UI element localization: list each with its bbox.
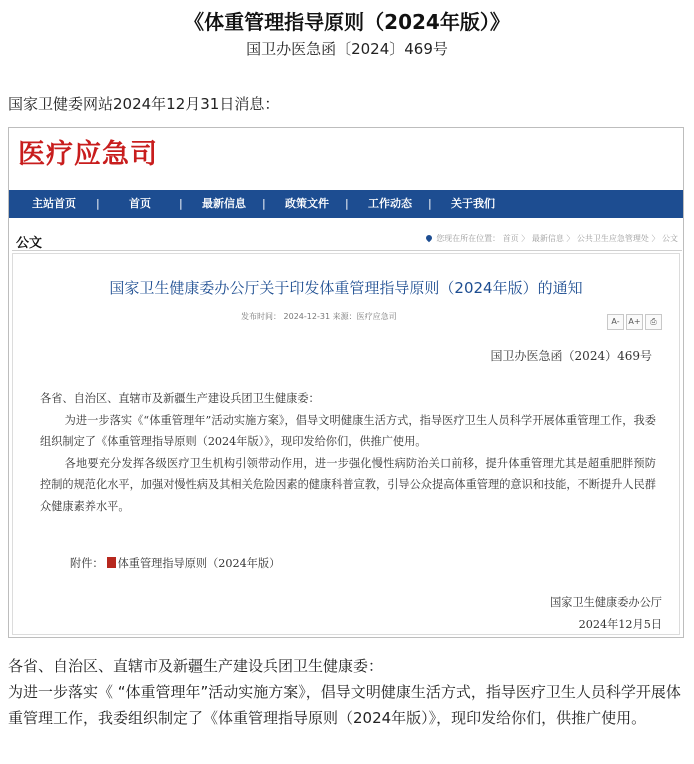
nav-item-about-us[interactable]: 关于我们 [451,197,495,210]
nav-separator: | [345,197,349,210]
publish-info: 发布时间： 2024-12-31 来源：医疗应急司 [241,312,397,321]
font-decrease-icon[interactable]: A- [607,314,624,330]
nav-item-home[interactable]: 首页 [129,197,151,210]
notice-paragraph-1: 为进一步落实《“体重管理年”活动实施方案》，倡导文明健康生活方式，指导医疗卫生人员科学开展体重管理工作，我委组织制定了《体重管理指导原则（2024年版）》，现印发给你们，供推广使用。 [40,413,656,448]
nav-separator: | [179,197,183,210]
section-header [12,228,682,251]
nav-item-work-updates[interactable]: 工作动态 [368,197,412,210]
intro-text: 国家卫健委网站2024年12月31日消息： [8,95,280,113]
notice-paragraph-2: 各地要充分发挥各级医疗卫生机构引领带动作用，进一步强化慢性病防治关口前移，提升体重管理尤其是超重肥胖预防控制的规范化水平，加强对慢性病及其相关危险因素的健康科普宣教，引导公众提高体重管理的意识和技能，不断提升人民群众健康素养水平。 [40,456,656,513]
site-logo: 医疗应急司 [18,139,158,170]
section-label: 公文 [16,236,43,251]
article-title: 《体重管理指导原则（2024年版）》 [184,10,510,34]
article-body [8,653,686,731]
document-number: 国卫办医急函〔2024〕469号 [246,40,448,58]
attachment-link[interactable]: 体重管理指导原则（2024年版） [117,557,281,570]
article-tools [607,309,664,330]
pdf-file-icon [107,557,116,568]
font-increase-icon[interactable]: A+ [626,314,643,330]
body-paragraph: 为进一步落实《 “体重管理年”活动实施方案》，倡导文明健康生活方式，指导医疗卫生人员科学开展体重管理工作，我委组织制定了《体重管理指导原则（2024年版）》，现印发给你们，供推广使用。 [8,683,681,727]
nav-separator: | [96,197,100,210]
nav-separator: | [262,197,266,210]
notice-reference-number: 国卫办医急函（2024）469号 [490,349,652,363]
signature-date: 2024年12月5日 [578,618,662,631]
nav-item-policy-docs[interactable]: 政策文件 [285,197,329,210]
nav-item-latest-info[interactable]: 最新信息 [202,197,246,210]
breadcrumb-text[interactable]: 您现在所在位置： 首页 〉 最新信息 〉 公共卫生应急管理处 〉 公文 [436,234,678,243]
signature-organization: 国家卫生健康委办公厅 [550,596,662,609]
attachment-label: 附件： [70,557,104,570]
main-navbar [9,190,684,218]
nav-separator: | [428,197,432,210]
notice-body [40,388,656,517]
print-icon[interactable]: ⎙ [645,314,662,330]
nav-item-main-home[interactable]: 主站首页 [32,197,76,210]
breadcrumb[interactable] [426,233,678,244]
attachment-row [70,555,280,571]
location-pin-icon [425,234,433,242]
embedded-webpage-screenshot [8,127,684,638]
body-salutation: 各省、自治区、直辖市及新疆生产建设兵团卫生健康委： [8,657,384,675]
notice-title: 国家卫生健康委办公厅关于印发体重管理指导原则（2024年版）的通知 [109,279,583,297]
notice-panel [12,253,680,635]
notice-salutation: 各省、自治区、直辖市及新疆生产建设兵团卫生健康委： [40,392,320,405]
